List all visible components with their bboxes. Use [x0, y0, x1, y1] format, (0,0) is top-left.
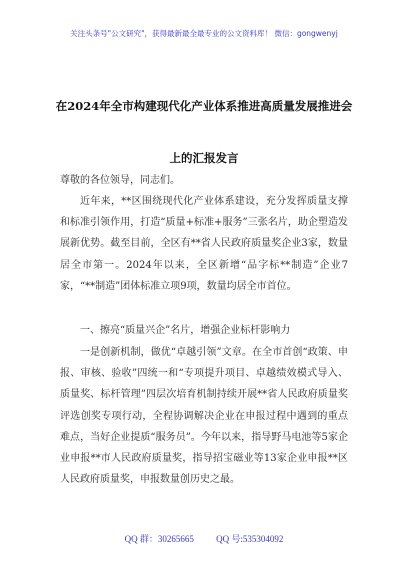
footer-qq-number: QQ 号:535304092: [216, 534, 284, 544]
footer-contacts: [0, 532, 408, 545]
document-title-line1: 在2024年全市构建现代化产业体系推进高质量发展推进会: [55, 99, 353, 113]
paragraph-section-1: 一是创新机制，做优“卓越引领”文章。在全市首创“政策、申报、审核、验收”四统一和“专项提升项目、卓越绩效模式导入、质量奖、标杆管理”四层次培育机制持续开展**省人民政府质量奖评选创奖专项行动，全程协调解决企业在申报过程中遇到的重点难点，当好企业提质“服务员”。今年以来，指导野马电池等5家企业申报**市人民政府质量奖，指导招宝磁业等13家企业申报**区人民政府质量奖，申报数量创历史之最。: [60, 347, 348, 486]
promo-banner: 关注头条号"公文研究"，获得最新最全最专业的公文资料库！ 微信：gongwenyj: [70, 29, 338, 38]
footer-qq-group: QQ 群：30265665: [124, 534, 194, 544]
section-heading-1: 一、擦亮“质量兴企”名片，增强企业标杆影响力: [80, 325, 291, 336]
document-title-line2: 上的汇报发言: [169, 151, 239, 165]
paragraph-intro: 近年来，**区围绕现代化产业体系建设，充分发挥质量支撑和标准引领作用，打造“质量+标准+服务”三张名片，助企塑造发展新优势。截至目前，全区有**省人民政府质量奖企业3家，数量居全市第一。2024年以来，全区新增“品字标**制造”企业7家，“**制造”团体标准立项9项，数量均居全市首位。: [60, 196, 348, 292]
salutation: 尊敬的各位领导，同志们。: [60, 175, 180, 186]
